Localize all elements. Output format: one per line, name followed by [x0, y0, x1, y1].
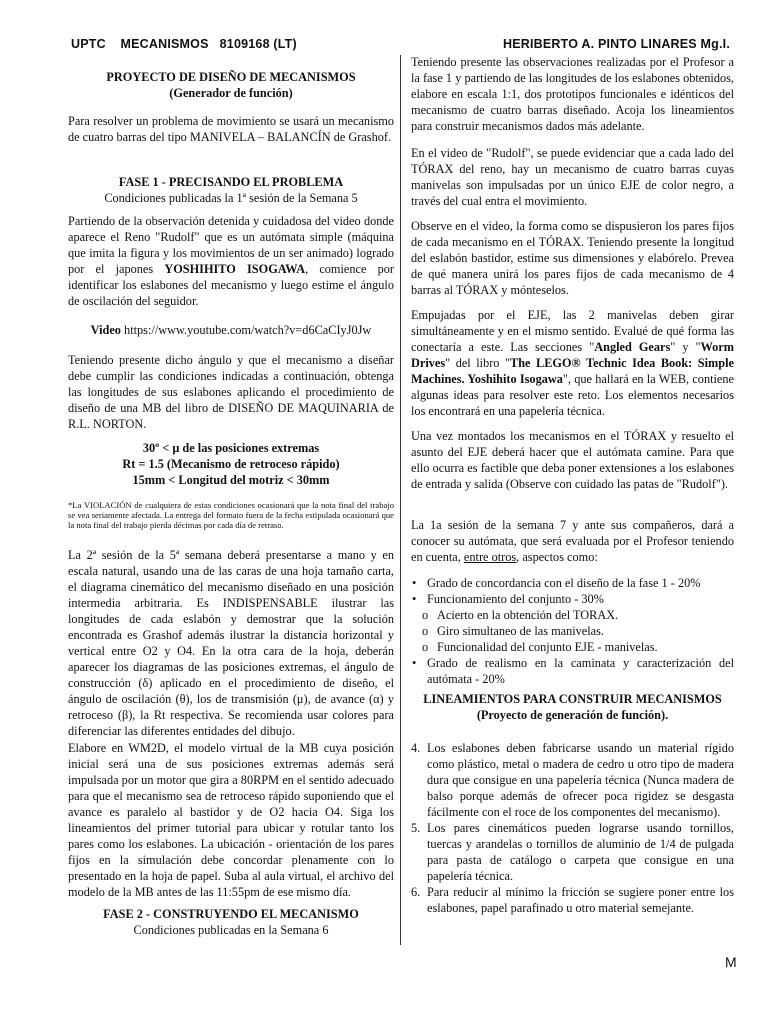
guidelines-heading [411, 691, 734, 723]
rudolf-paragraph: En el video de "Rudolf", se puede evidenciar que a cada lado del TÓRAX del reno, hay un mecanismo de cuatro barras cuyas manivelas son impulsadas por un único EJE de color negro, a través del cual entra el movimiento. [411, 146, 734, 208]
condition-length: 15mm < Longitud del motriz < 30mm [132, 473, 330, 487]
fase1-heading [68, 174, 394, 206]
design-paragraph: Teniendo presente dicho ángulo y que el mecanismo a diseñar debe cumplir las condiciones indicadas a continuación, obtenga las longitudes de sus eslabones aplicando el procedimiento de diseño de una MB del libro de DISEÑO DE MAQUINARIA de R.L. NORTON. [68, 353, 394, 431]
guideline-number: 6. [411, 885, 421, 899]
bullet-icon: • [412, 576, 417, 590]
criteria-text: Grado de concordancia con el diseño de la fase 1 - 20% [427, 576, 701, 590]
circle-bullet-icon: o [422, 608, 429, 622]
walk-paragraph: Una vez montados los mecanismos en el TÓRAX y resuelto el asunto del EJE deberá hacer que el autómata camine. Para que ello ocurra es factible que deba poner extensiones a los eslabones de entrada y salida (Observe con cuidado las patas de "Rudolf"). [411, 429, 734, 491]
guidelines-subtitle: (Proyecto de generación de función). [476, 708, 669, 722]
fase2-subtitle: Condiciones publicadas en la Semana 6 [133, 923, 329, 937]
prototype-paragraph: Teniendo presente las observaciones realizadas por el Profesor a la fase 1 y partiendo de las longitudes de los eslabones obtenidos, elabore en escala 1:1, dos prototipos funcionales e idénticos del mecanismo de cuatro barras diseñado. Acoja los lineamientos para construir mecanismos dados más adelante. [411, 55, 734, 133]
guideline-item [411, 884, 734, 916]
criteria-text: Giro simultaneo de las manivelas. [437, 624, 604, 638]
condition-mu: 30º < μ de las posiciones extremas [142, 441, 320, 455]
video-label: Video [90, 323, 121, 337]
criteria-item [411, 655, 734, 687]
bullet-icon: • [412, 656, 417, 670]
fase2-title: FASE 2 - CONSTRUYENDO EL MECANISMO [103, 907, 359, 921]
fase1-subtitle: Condiciones publicadas la 1ª sesión de la Semana 5 [104, 191, 358, 205]
guideline-number: 4. [411, 741, 421, 755]
torax-paragraph: Observe en el video, la forma como se dispusieron los pares fijos de cada mecanismo en el TÓRAX. Teniendo presente la longitud del eslabón bastidor, estime sus dimensiones y elabórelo. Prevea de qué manera unirá los pares fijos de cada mecanismo de 4 barras al TÓRAX y mónteselos. [411, 219, 734, 297]
header-course: UPTC MECANISMOS 8109168 (LT) [71, 37, 297, 51]
circle-bullet-icon: o [422, 624, 429, 638]
guideline-number: 5. [411, 821, 421, 835]
wm2d-paragraph: Elabore en WM2D, el modelo virtual de la MB cuya posición inicial será una de sus posiciones extremas además será impulsada por un motor que gira a 80RPM en el sentido adecuado para que el mecanismo sea de retroceso rápido suponiendo que el avance es paralelo al bastidor y de O2 hacia O4. Siga los lineamientos del primer tutorial para ubicar y rotular tanto los pares como los eslabones. La ubicación - orientación de los pares fijos en la simulación debe concordar plenamente con lo presentado en la hoja de papel. Suba al aula virtual, el archivo del modelo de la MB antes de las 11:55pm de ese mismo día. [68, 741, 394, 899]
evaluation-paragraph: La 1a sesión de la semana 7 y ante sus compañeros, dará a conocer su autómata, que será evaluada por el Profesor teniendo en cuenta, entre otros, aspectos como: [411, 518, 734, 564]
condition-rt: Rt = 1.5 (Mecanismo de retroceso rápido) [122, 457, 340, 471]
criteria-text: Grado de realismo en la caminata y caracterización del autómata - 20% [427, 656, 734, 686]
criteria-item [411, 639, 734, 655]
criteria-text: Funcionamiento del conjunto - 30% [427, 592, 604, 606]
guideline-text: Para reducir al mínimo la fricción se sugiere poner entre los eslabones, papel parafinado u otro material semejante. [427, 885, 734, 915]
session2-paragraph: La 2ª sesión de la 5ª semana deberá presentarse a mano y en escala natural, usando una de las caras de una hoja tamaño carta, el diagrama cinemático del mecanismo diseñado en una posición intermedia arbitraria. Es INDISPENSABLE ilustrar las longitudes de cada eslabón y demostrar que la solución encontrada es Grashof además ilustrar la distancia horizontal y vertical entre O2 y O4. En la otra cara de la hoja, deberán aparecer los diagramas de las posiciones extremas, el ángulo de construcción (δ) aplicado en el procedimiento de diseño, el ángulo de oscilación (θ), los de transmisión (μ), de avance (α) y retroceso (β), la Rt respectiva. Se recomienda usar colores para diferenciar las diferentes entidades del dibujo. [68, 548, 394, 738]
guideline-text: Los eslabones deben fabricarse usando un material rígido como plástico, metal o madera de cedro u otro tipo de madera dura que consigue en una papelería técnica (Nunca madera de balso porque además de ofrecer poca rigidez se desgasta fácilmente con el roce de los componentes del mecanismo). [427, 741, 734, 819]
project-title [68, 69, 394, 101]
criteria-item [411, 591, 734, 607]
column-divider [400, 55, 401, 945]
video-line [68, 322, 394, 338]
guideline-text: Los pares cinemáticos pueden lograrse usando tornillos, tuercas y arandelas o tornillos de aluminio de 1/4 de pulgada para pasta de catálogo o carpeta que consigue en una papelería técnica. [427, 821, 734, 883]
video-link[interactable]: https://www.youtube.com/watch?v=d6CaCIyJ0Jw [120, 323, 372, 337]
fase2-heading [68, 906, 394, 938]
evaluation-criteria-list [411, 575, 734, 687]
criteria-item [411, 623, 734, 639]
conditions-block [68, 440, 394, 488]
criteria-text: Acierto en la obtención del TORAX. [437, 608, 619, 622]
guideline-item [411, 740, 734, 820]
page-marker: M [725, 954, 737, 970]
project-title-line1: PROYECTO DE DISEÑO DE MECANISMOS [106, 70, 356, 84]
bullet-icon: • [412, 592, 417, 606]
fase1-paragraph: Partiendo de la observación detenida y cuidadosa del video donde aparece el Reno "Rudolf" que es un autómata simple (máquina que imita la figura y los movimientos de un ser animado) logrado por el japones YOSHIHITO ISOGAWA, comience por identificar los eslabones del mecanismo y luego estime el ángulo de oscilación del seguidor. [68, 214, 394, 308]
criteria-item [411, 607, 734, 623]
eje-paragraph: Empujadas por el EJE, las 2 manivelas deben girar simultáneamente y en el mismo sentido. Evalué de qué forma las conectaría a este. Las secciones "Angled Gears" y "Worm Drives" del libro "The LEGO® Technic Idea Book: Simple Machines. Yoshihito Isogawa", que hallará en la WEB, contiene algunas ideas para resolver este reto. Los elementos necesarios los encontrará en una papelería técnica. [411, 308, 734, 418]
header-author: HERIBERTO A. PINTO LINARES Mg.I. [502, 37, 730, 51]
guidelines-list [411, 740, 734, 916]
violation-note: *La VIOLACIÓN de cualquiera de estas condiciones ocasionará que la nota final del trabajo se vea seriamente afectada. La entrega del formato fuera de la fecha estipulada ocasionará que la nota final del trabajo pierda décimas por cada día de retraso. [68, 500, 394, 531]
guidelines-title: LINEAMIENTOS PARA CONSTRUIR MECANISMOS [423, 692, 722, 706]
criteria-item [411, 575, 734, 591]
intro-paragraph: Para resolver un problema de movimiento se usará un mecanismo de cuatro barras del tipo MANIVELA – BALANCÍN de Grashof. [68, 114, 394, 144]
guideline-item [411, 820, 734, 884]
circle-bullet-icon: o [422, 640, 429, 654]
project-title-line2: (Generador de función) [169, 86, 293, 100]
fase1-title: FASE 1 - PRECISANDO EL PROBLEMA [118, 175, 344, 189]
criteria-text: Funcionalidad del conjunto EJE - manivelas. [437, 640, 658, 654]
